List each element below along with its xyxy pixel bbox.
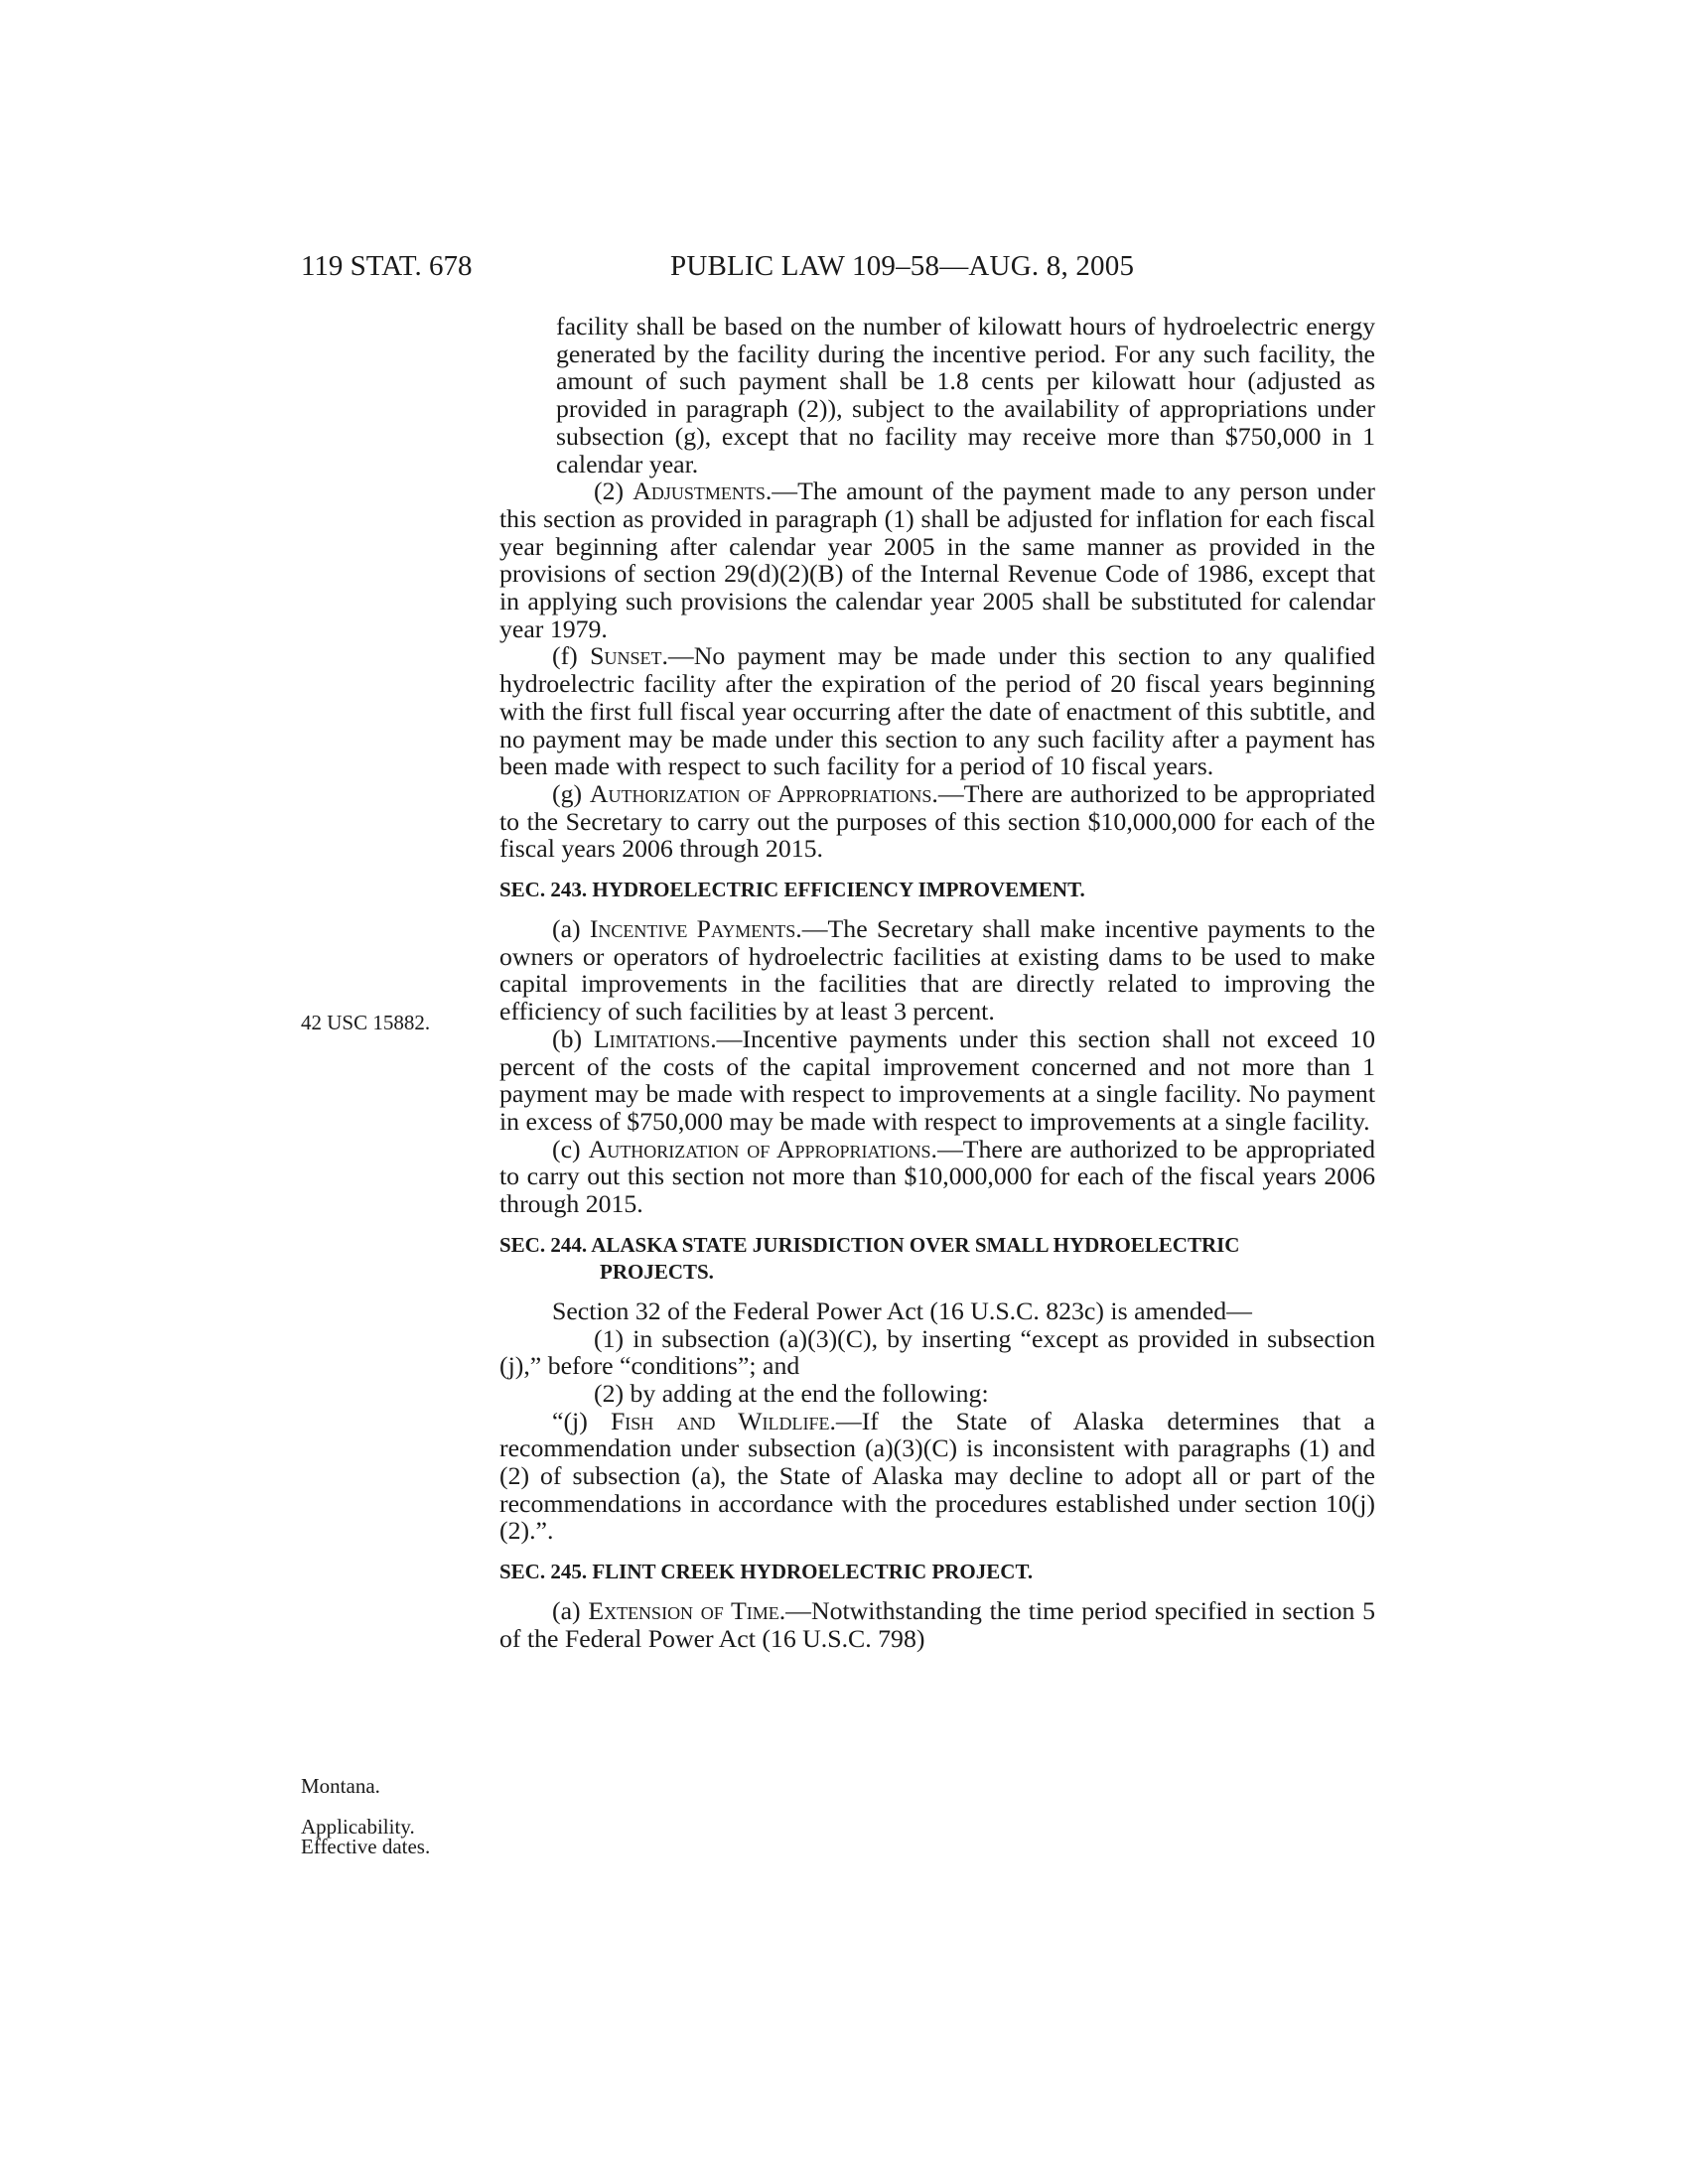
section-244-title — [499, 1232, 1375, 1286]
paragraph-2-adjustments — [499, 478, 1375, 642]
subsection-heading: Authorization of Appropriations — [588, 1134, 931, 1163]
section-243-title: SEC. 243. HYDROELECTRIC EFFICIENCY IMPROVEMENT. — [499, 878, 1085, 902]
stat-page-reference: 119 STAT. 678 — [301, 250, 473, 282]
subsection-number: (c) — [552, 1134, 589, 1163]
subsection-heading: Sunset — [590, 641, 662, 671]
subsection-number: (a) — [552, 1596, 589, 1626]
page-body — [499, 313, 1375, 1653]
subsection-number: (g) — [552, 778, 590, 808]
margin-note-usc: 42 USC 15882. — [301, 1011, 431, 1034]
paragraph-heading: Adjustments — [633, 477, 766, 506]
section-title-line-1: SEC. 244. ALASKA STATE JURISDICTION OVER SMALL HYDROELECTRIC — [499, 1232, 1240, 1257]
subsection-text: .—If the State of Alaska determines that a recommendation under subsection (a)(3)(C) is inconsistent with paragraphs (1) and (2) of subsection (a), the State of Alaska may decline to adopt all or part of the recommendations in accordance with the procedures established under section 10(j)(2).”. — [499, 1406, 1375, 1546]
paragraph-number: (2) — [594, 477, 633, 506]
subsection-number: “(j) — [552, 1406, 611, 1435]
section-243-b — [499, 1025, 1375, 1136]
section-244-intro: Section 32 of the Federal Power Act (16 U.S.C. 823c) is amended— — [552, 1296, 1252, 1325]
margin-note-applicability: Applicability. — [301, 1815, 415, 1839]
subsection-heading: Authorization of Appropriations — [589, 778, 932, 808]
subsection-text: .—Incentive payments under this section shall not exceed 10 percent of the costs of the capital improvement concerned and not more than 1 payment may be made with respect to improvements at a single facility. No payment in excess of $750,000 may be made with respect to improvements at a single facility. — [499, 1024, 1375, 1136]
section-244-j — [499, 1408, 1375, 1546]
section-245-a — [499, 1597, 1375, 1652]
subsection-text: .—No payment may be made under this section to any qualified hydroelectric facility after the expiration of the period of 20 fiscal years beginning with the first full fiscal year occurring after the date of enactment of this subtitle, and no payment may be made under this section to any such facility after a payment has been made with respect to such facility for a period of 10 fiscal years. — [499, 641, 1375, 781]
subsection-number: (a) — [552, 914, 590, 944]
subsection-text: .—The Secretary shall make incentive payments to the owners or operators of hydroelectric facilities at existing dams to be used to make capital improvements in the facilities that are directly related to improving the efficiency of such facilities by at least 3 percent. — [499, 914, 1375, 1026]
subsection-text: .—There are authorized to be appropriated to carry out this section not more than $10,000,000 for each of the fiscal years 2006 through 2015. — [499, 1134, 1375, 1219]
paragraph-text: .—The amount of the payment made to any person under this section as provided in paragraph (1) shall be adjusted for inflation for each fiscal year beginning after calendar year 2005 in the same manner as provided in the provisions of section 29(d)(2)(B) of the Internal Revenue Code of 1986, except that in applying such provisions the calendar year 2005 shall be substituted for calendar year 1979. — [499, 477, 1376, 643]
subsection-f-sunset — [499, 642, 1375, 780]
subsection-heading: Limitations — [593, 1024, 711, 1053]
section-244-item-1: (1) in subsection (a)(3)(C), by inserting “except as provided in subsection (j),” before “conditions”; and — [499, 1323, 1375, 1381]
subsection-number: (f) — [552, 641, 591, 671]
subsection-heading: Fish and Wildlife — [610, 1406, 830, 1435]
section-title-line-2: PROJECTS. — [600, 1259, 714, 1284]
section-243-c — [499, 1136, 1375, 1218]
section-245-title: SEC. 245. FLINT CREEK HYDROELECTRIC PROJECT. — [499, 1560, 1034, 1584]
margin-note-montana: Montana. — [301, 1774, 380, 1798]
running-header-title: PUBLIC LAW 109–58—AUG. 8, 2005 — [670, 250, 1135, 282]
subsection-number: (b) — [552, 1024, 594, 1053]
margin-note-effective-dates: Effective dates. — [301, 1835, 431, 1858]
section-244-item-2: (2) by adding at the end the following: — [594, 1378, 989, 1408]
subsection-text: .—Notwithstanding the time period specified in section 5 of the Federal Power Act (16 U.S.C. 798) — [499, 1596, 1376, 1653]
section-243-a — [499, 915, 1375, 1025]
subsection-heading: Extension of Time — [588, 1596, 779, 1626]
subsection-g-authorization — [499, 780, 1375, 863]
paragraph-1-continued: facility shall be based on the number of kilowatt hours of hydroelectric energy generated by the facility during the incentive period. For any such facility, the amount of such payment shall be 1.8 cents per kilowatt hour (adjusted as provided in paragraph (2)), subject to the availability of appropriations under subsection (g), except that no facility may receive more than $750,000 in 1 calendar year. — [556, 312, 1375, 478]
subsection-text: .—There are authorized to be appropriated to the Secretary to carry out the purposes of this section $10,000,000 for each of the fiscal years 2006 through 2015. — [499, 778, 1376, 864]
subsection-heading: Incentive Payments — [589, 914, 796, 944]
